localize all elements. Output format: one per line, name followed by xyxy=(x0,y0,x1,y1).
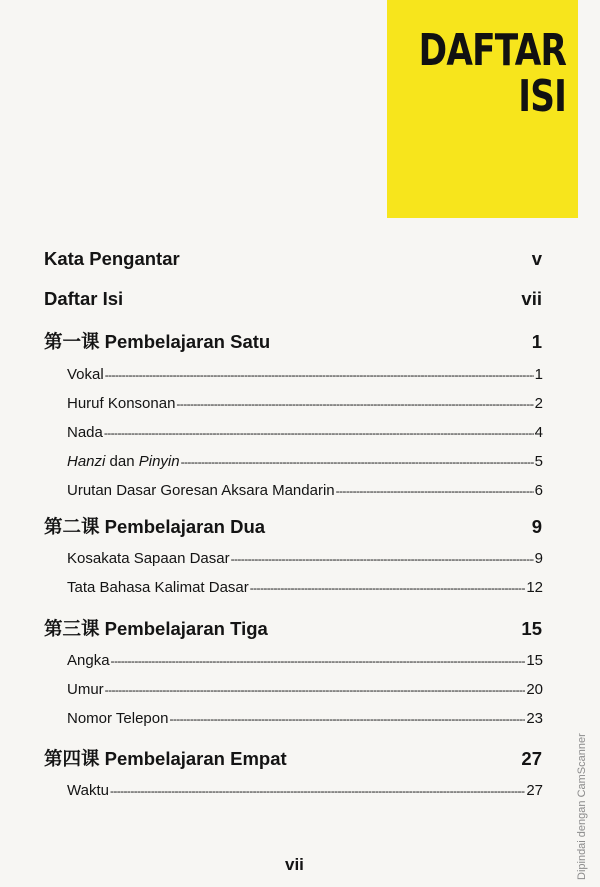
label-connector: dan xyxy=(105,453,139,470)
toc-item[interactable] xyxy=(67,681,543,698)
toc-item[interactable] xyxy=(67,550,543,567)
lesson-label: Pembelajaran Tiga xyxy=(104,618,268,639)
lesson-chinese-label: 第四课 xyxy=(44,749,100,770)
toc-item-label: Vokal xyxy=(67,366,104,383)
toc-lesson-title xyxy=(44,328,270,354)
toc-lesson-3[interactable] xyxy=(44,615,542,641)
toc-item[interactable] xyxy=(67,710,543,727)
toc-item[interactable] xyxy=(67,579,543,596)
lesson-chinese-label: 第二课 xyxy=(44,517,100,538)
toc-item-page: 9 xyxy=(534,550,543,567)
toc-item-page: 5 xyxy=(534,453,543,470)
leader-dots xyxy=(336,484,534,498)
toc-item-page: 4 xyxy=(534,424,543,441)
toc-item-label: Waktu xyxy=(67,782,109,799)
leader-dots xyxy=(105,368,534,382)
leader-dots xyxy=(169,712,525,726)
leader-dots xyxy=(250,581,526,595)
title-line-2: ISI xyxy=(518,71,566,122)
leader-dots xyxy=(231,552,534,566)
toc-item[interactable] xyxy=(67,482,543,499)
scanner-watermark: Dipindai dengan CamScanner xyxy=(576,733,588,880)
leader-dots xyxy=(105,683,526,697)
toc-lesson-4[interactable] xyxy=(44,745,542,771)
toc-item-label: Angka xyxy=(67,652,110,669)
toc-lesson-title xyxy=(44,745,287,771)
leader-dots xyxy=(176,397,533,411)
leader-dots xyxy=(110,784,525,798)
toc-item[interactable] xyxy=(67,395,543,412)
page-title xyxy=(418,25,566,122)
toc-item-label: Urutan Dasar Goresan Aksara Mandarin xyxy=(67,482,335,499)
toc-item[interactable] xyxy=(67,652,543,669)
toc-item-page: 12 xyxy=(526,579,543,596)
toc-item-label: Umur xyxy=(67,681,104,698)
lesson-label: Pembelajaran Empat xyxy=(104,748,287,769)
toc-item-page: 27 xyxy=(526,782,543,799)
leader-dots xyxy=(104,426,534,440)
toc-entry-label: Kata Pengantar xyxy=(44,248,180,269)
toc-lesson-page: 1 xyxy=(531,331,542,352)
toc-item[interactable] xyxy=(67,366,543,383)
toc-item-label: Kosakata Sapaan Dasar xyxy=(67,550,230,567)
toc-item-label: Tata Bahasa Kalimat Dasar xyxy=(67,579,249,596)
toc-item-page: 1 xyxy=(534,366,543,383)
toc-lesson-1[interactable] xyxy=(44,328,542,354)
toc-item-page: 6 xyxy=(534,482,543,499)
toc-item[interactable] xyxy=(67,782,543,799)
toc-entry-daftar-isi[interactable] xyxy=(44,288,542,310)
toc-lesson-page: 15 xyxy=(521,618,542,639)
toc-item-label xyxy=(67,453,180,470)
toc-item-label: Huruf Konsonan xyxy=(67,395,176,412)
toc-lesson-2[interactable] xyxy=(44,513,542,539)
lesson-chinese-label: 第一课 xyxy=(44,332,100,353)
toc-lesson-page: 27 xyxy=(521,748,542,769)
page-number: vii xyxy=(285,855,304,874)
leader-dots xyxy=(111,654,526,668)
lesson-chinese-label: 第三课 xyxy=(44,619,100,640)
toc-entry-label: Daftar Isi xyxy=(44,288,124,309)
toc-entry-page: v xyxy=(531,248,542,269)
toc-item[interactable] xyxy=(67,453,543,470)
toc-item-label: Nada xyxy=(67,424,103,441)
toc-item-page: 15 xyxy=(526,652,543,669)
italic-term-pinyin: Pinyin xyxy=(138,453,180,470)
toc-entry-kata-pengantar[interactable] xyxy=(44,248,542,270)
toc-item[interactable] xyxy=(67,424,543,441)
title-block xyxy=(387,0,578,218)
toc-item-page: 2 xyxy=(534,395,543,412)
toc-lesson-title xyxy=(44,615,268,641)
lesson-label: Pembelajaran Satu xyxy=(104,331,271,352)
toc-lesson-page: 9 xyxy=(531,516,542,537)
toc-entry-page: vii xyxy=(521,288,542,309)
toc-lesson-title xyxy=(44,513,265,539)
lesson-label: Pembelajaran Dua xyxy=(104,516,266,537)
toc-item-page: 20 xyxy=(526,681,543,698)
toc-item-page: 23 xyxy=(526,710,543,727)
title-line-1: DAFTAR xyxy=(418,25,566,76)
italic-term-hanzi: Hanzi xyxy=(67,453,106,470)
leader-dots xyxy=(181,455,534,469)
toc-item-label: Nomor Telepon xyxy=(67,710,169,727)
